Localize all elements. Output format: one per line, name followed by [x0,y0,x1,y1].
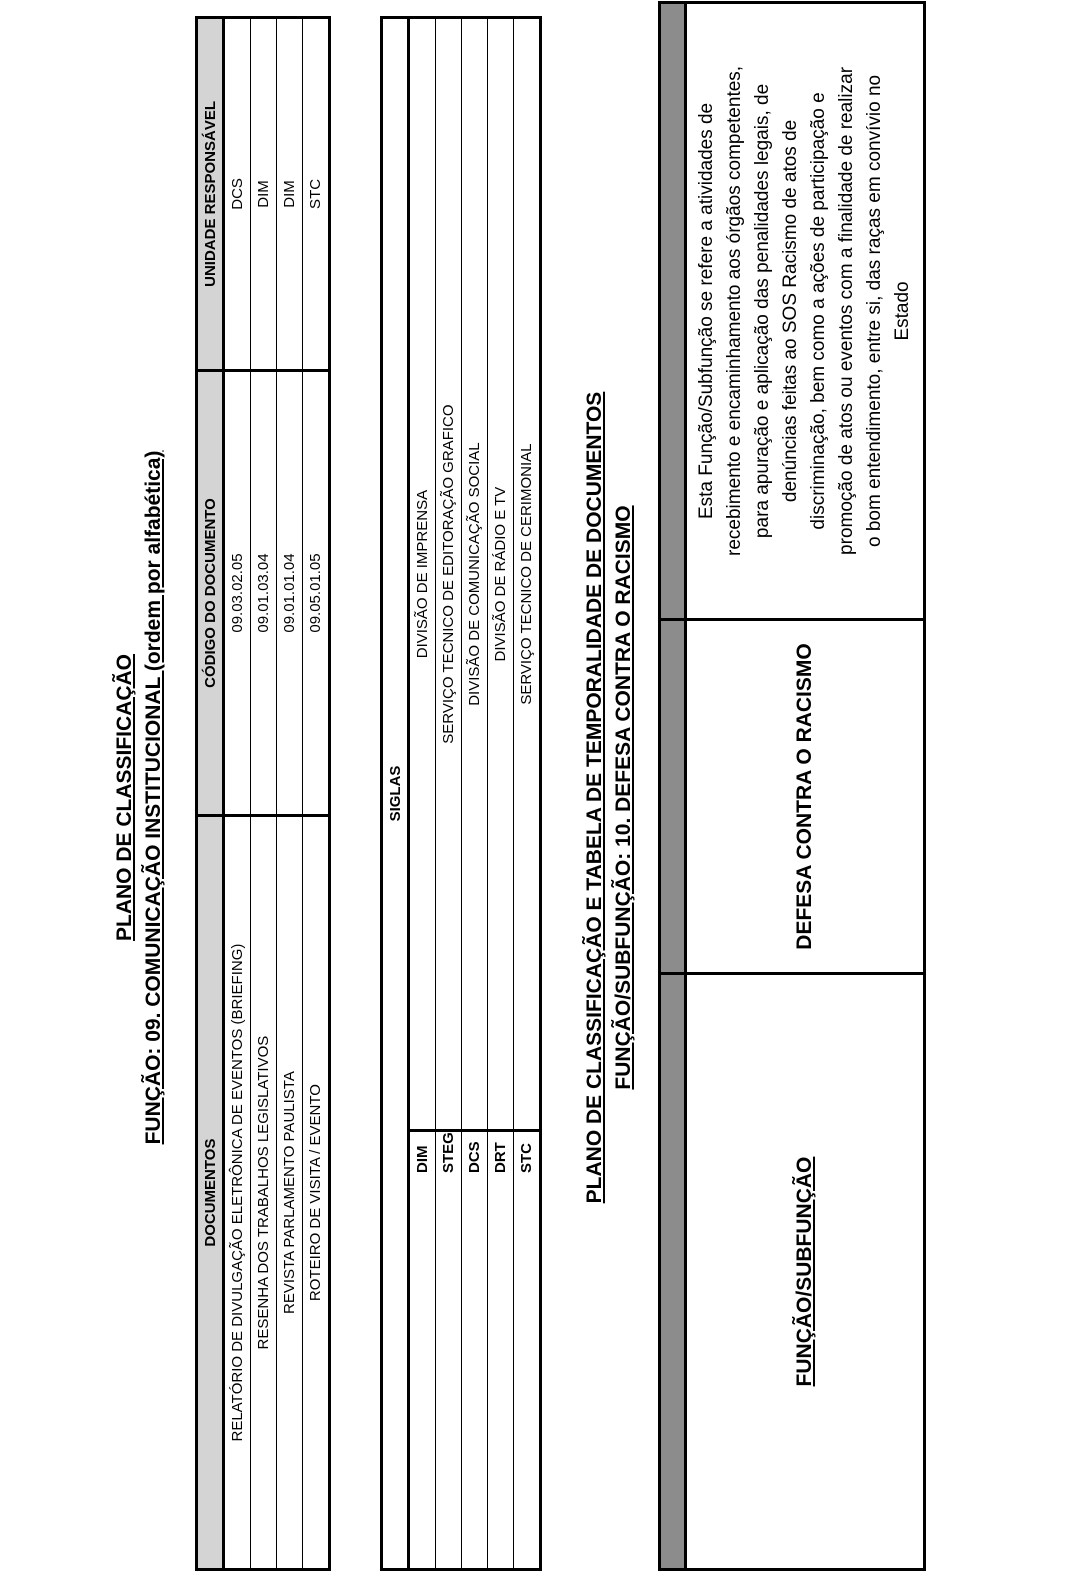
sigla-code: STC [514,1131,541,1570]
function-table [658,1,926,1571]
header-cell [660,619,686,973]
function-name: DEFESA CONTRA O RACISMO [686,619,925,973]
document-name: ROTEIRO DE VISITA / EVENTO [303,816,330,1570]
header-unidade: UNIDADE RESPONSÁVEL [197,18,224,371]
document-name: REVISTA PARLAMENTO PAULISTA [277,816,303,1570]
description-line: recebimento e encaminhamento aos órgãos competentes, [724,65,745,556]
document-unit: STC [303,18,330,371]
document-name: RESENHA DOS TRABALHOS LEGISLATIVOS [251,816,277,1570]
document-code: 09.01.01.04 [277,370,303,815]
function-row [686,3,925,1570]
siglas-table [380,16,542,1571]
document-name: RELATÓRIO DE DIVULGAÇÃO ELETRÔNICA DE EVENTOS (BRIEFING) [224,816,251,1570]
table-row [514,18,541,1570]
function-label: FUNÇÃO/SUBFUNÇÃO [686,974,925,1570]
function-description [686,3,925,620]
table-row [224,18,251,1570]
documents-table [195,16,331,1571]
siglas-header-row [382,18,409,1570]
sigla-code: DRT [488,1131,514,1570]
description-line: discriminação, bem como a ações de participação e [808,92,829,530]
sigla-code: DIM [409,1131,436,1570]
table-header-row [197,18,224,1570]
sigla-meaning: SERVIÇO TECNICO DE EDITORAÇÃO GRAFICO [436,18,462,1131]
description-line: o bom entendimento, entre si, das raças em convívio no [864,74,885,547]
function-subtitle: FUNÇÃO: 09. COMUNICAÇÃO INSTITUCIONAL (ordem por alfabética) [142,450,165,1145]
description-line: Esta Função/Subfunção se refere a atividades de [696,102,717,520]
table-row [251,18,277,1570]
table-row [303,18,330,1570]
document-unit: DCS [224,18,251,371]
document-code: 09.05.01.05 [303,370,330,815]
function-subtitle-2: FUNÇÃO/SUBFUNÇÃO: 10. DEFESA CONTRA O RACISMO [612,505,635,1090]
table-row [409,18,436,1570]
header-cell [660,3,686,620]
plan-title: PLANO DE CLASSIFICAÇÃO [113,654,136,942]
sigla-code: STEG [436,1131,462,1570]
sigla-meaning: DIVISÃO DE COMUNICAÇÃO SOCIAL [462,18,488,1131]
sigla-meaning: DIVISÃO DE IMPRENSA [409,18,436,1131]
description-line: para apuração e aplicação das penalidades legais, de [752,83,773,539]
description-line: Estado [892,281,913,341]
description-line: denúncias feitas ao SOS Racismo de atos de [780,119,801,503]
table-row [488,18,514,1570]
sigla-meaning: SERVIÇO TECNICO DE CERIMONIAL [514,18,541,1131]
siglas-header: SIGLAS [382,18,409,1570]
plan-temporality-title: PLANO DE CLASSIFICAÇÃO E TABELA DE TEMPORALIDADE DE DOCUMENTOS [583,391,606,1204]
sigla-meaning: DIVISÃO DE RÁDIO E TV [488,18,514,1131]
header-documentos: DOCUMENTOS [197,816,224,1570]
table-row [277,18,303,1570]
description-line: promoção de atos ou eventos com a finalidade de realizar [836,66,857,555]
document-unit: DIM [277,18,303,371]
document-unit: DIM [251,18,277,371]
document-code: 09.03.02.05 [224,370,251,815]
function-table-header-bar [660,3,686,1570]
table-row [462,18,488,1570]
document-code: 09.01.03.04 [251,370,277,815]
header-cell [660,974,686,1570]
sigla-code: DCS [462,1131,488,1570]
header-codigo: CÓDIGO DO DOCUMENTO [197,370,224,815]
table-row [436,18,462,1570]
